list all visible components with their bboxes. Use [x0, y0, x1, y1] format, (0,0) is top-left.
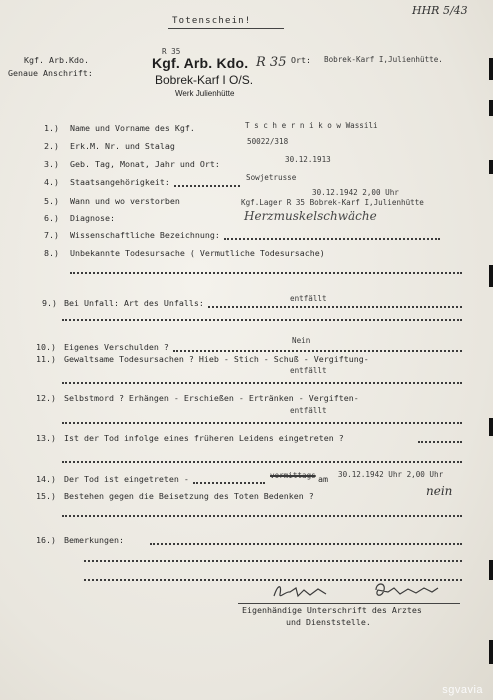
field-14-vormittags: vormittags	[270, 471, 316, 480]
field-5-label: Wann und wo verstorben	[70, 196, 180, 206]
signature-1-text	[274, 585, 305, 595]
signature-caption-2: und Dienststelle.	[286, 617, 371, 627]
field-14-value: 30.12.1942 Uhr 2,00 Uhr	[338, 470, 444, 479]
field-13-dotted-line	[62, 461, 462, 463]
field-8-number: 8.)	[44, 248, 59, 258]
field-14-number: 14.)	[36, 474, 56, 484]
scan-edge-mark	[489, 418, 493, 436]
field-2-value: 50022/318	[247, 137, 289, 146]
field-12-dotted-line	[62, 422, 462, 424]
ort-label: Ort:	[291, 55, 311, 65]
field-11-value: entfällt	[290, 366, 327, 375]
signature-caption-1: Eigenhändige Unterschrift des Arztes	[242, 605, 422, 615]
field-3-label: Geb. Tag, Monat, Jahr und Ort:	[70, 159, 220, 169]
field-12-number: 12.)	[36, 393, 56, 403]
field-10-label: Eigenes Verschulden ?	[64, 342, 169, 352]
field-15-handwritten-answer: nein	[426, 484, 453, 498]
stamp-line-2: Bobrek-Karf I O/S.	[155, 73, 254, 87]
scan-edge-mark	[489, 640, 493, 664]
field-9-value: entfällt	[290, 294, 327, 303]
kgf-label: Kgf. Arb.Kdo.	[24, 55, 89, 65]
document-title: Totenschein!	[172, 16, 252, 26]
stamp-line-3: Werk Julienhütte	[175, 89, 235, 98]
field-4-leader-dots	[174, 185, 240, 187]
title-underline	[168, 28, 284, 29]
field-15-label: Bestehen gegen die Beisetzung des Toten Bedenken ?	[64, 491, 314, 501]
field-9-dotted-line	[62, 319, 462, 321]
field-6-number: 6.)	[44, 213, 59, 223]
field-9-leader-dots	[208, 306, 462, 308]
field-14-label: Der Tod ist eingetreten -	[64, 474, 189, 484]
field-10-value: Nein	[292, 336, 311, 345]
field-2-label: Erk.M. Nr. und Stalag	[70, 141, 175, 151]
field-16-number: 16.)	[36, 535, 56, 545]
field-16-label: Bemerkungen:	[64, 535, 124, 545]
field-1-label: Name und Vorname des Kgf.	[70, 123, 195, 133]
anschrift-label: Genaue Anschrift:	[8, 68, 93, 78]
field-5-value: Kgf.Lager R 35 Bobrek-Karf I,Julienhütte	[241, 198, 424, 207]
field-8-label: Unbekannte Todesursache ( Vermutliche Todesursache)	[70, 248, 325, 258]
field-1-value: T s c h e r n i k o w Wassili	[245, 121, 378, 130]
field-2-number: 2.)	[44, 141, 59, 151]
archive-corner-mark: HHR 5/43	[412, 4, 468, 17]
field-13-trailing-dots	[418, 441, 462, 443]
signature-rule	[238, 603, 460, 604]
field-11-label: Gewaltsame Todesursachen ? Hieb - Stich - Schuß - Vergiftung-	[64, 354, 369, 364]
scan-edge-mark	[489, 100, 493, 116]
field-12-label: Selbstmord ? Erhängen - Erschießen - Ertränken - Vergiften-	[64, 393, 359, 403]
field-9-number: 9.)	[42, 298, 57, 308]
watermark: sgvavia	[442, 684, 483, 696]
field-3-value: 30.12.1913	[285, 155, 331, 164]
scan-edge-mark	[489, 58, 493, 80]
stamp-number: R 35	[256, 55, 287, 70]
field-16-dotted-line-1	[84, 560, 462, 562]
field-7-leader-dots	[224, 238, 440, 240]
field-15-number: 15.)	[36, 491, 56, 501]
stamp-line-1: Kgf. Arb. Kdo.	[152, 55, 249, 71]
field-1-number: 1.)	[44, 123, 59, 133]
field-4-value: Sowjetrusse	[246, 173, 297, 182]
field-6-label: Diagnose:	[70, 213, 115, 223]
field-6-handwritten-diagnosis: Herzmuskelschwäche	[244, 209, 377, 223]
ort-value: Bobrek-Karf I,Julienhütte.	[324, 55, 443, 64]
scan-edge-mark	[489, 160, 493, 174]
field-5-time: 30.12.1942 2,00 Uhr	[312, 188, 399, 197]
field-15-dotted-line	[62, 515, 462, 517]
field-8-dotted-line	[70, 272, 462, 274]
field-13-label: Ist der Tod infolge eines früheren Leidens eingetreten ?	[64, 433, 344, 443]
field-4-label: Staatsangehörigkeit:	[70, 177, 170, 187]
field-11-number: 11.)	[36, 354, 56, 364]
scan-edge-mark	[489, 265, 493, 287]
field-14-leader-dots	[193, 482, 265, 484]
kdo-typed: R 35	[162, 47, 181, 56]
field-16-trailing-dots	[150, 543, 462, 545]
field-7-label: Wissenschaftliche Bezeichnung:	[70, 230, 220, 240]
field-10-leader-dots	[173, 350, 462, 352]
field-3-number: 3.)	[44, 159, 59, 169]
scan-edge-mark	[489, 560, 493, 580]
field-5-number: 5.)	[44, 196, 59, 206]
field-14-am-label: am	[318, 474, 328, 484]
field-13-number: 13.)	[36, 433, 56, 443]
field-12-value: entfällt	[290, 406, 327, 415]
field-11-dotted-line	[62, 382, 462, 384]
field-10-number: 10.)	[36, 342, 56, 352]
field-7-number: 7.)	[44, 230, 59, 240]
field-9-label: Bei Unfall: Art des Unfalls:	[64, 298, 204, 308]
signature-2-text	[378, 584, 419, 594]
field-4-number: 4.)	[44, 177, 59, 187]
